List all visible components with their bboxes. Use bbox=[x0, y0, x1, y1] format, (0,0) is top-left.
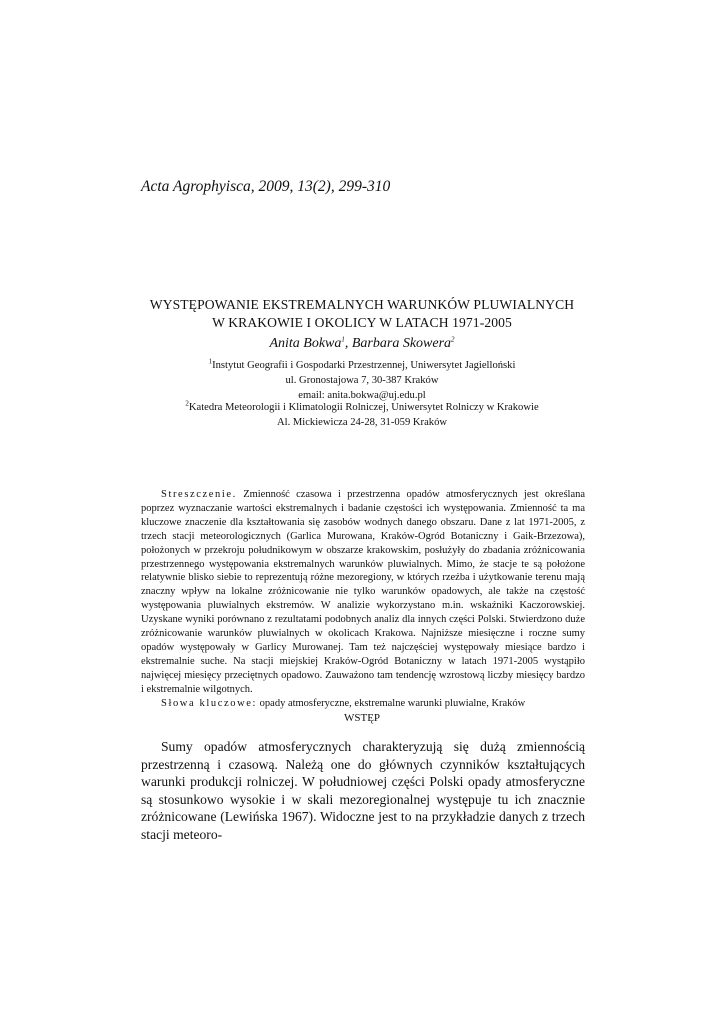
abstract-paragraph bbox=[141, 488, 585, 697]
affiliation-2-address: Al. Mickiewicza 24-28, 31-059 Kraków bbox=[276, 417, 448, 428]
journal-citation: Acta Agrophyisca, 2009, 13(2), 299-310 bbox=[141, 178, 391, 195]
affiliation-1-address: ul. Gronostajowa 7, 30-387 Kraków bbox=[285, 375, 439, 386]
keywords-line bbox=[141, 697, 585, 711]
abstract bbox=[141, 488, 585, 711]
affiliation-2-text: Katedra Meteorologii i Klimatologii Rolniczej, Uniwersytet Rolniczy w Krakowie bbox=[188, 402, 539, 413]
affiliation-1-text: Instytut Geografii i Gospodarki Przestrzennej, Uniwersytet Jagielloński bbox=[212, 360, 516, 371]
intro-paragraph: Sumy opadów atmosferycznych charakteryzują się dużą zmiennością przestrzenną i czasową. Należą one do głównych czynników kształtujących warunki produkcji rolniczej. W południowej części Polski opady atmosferyczne są stosunkowo wysokie i w skali mezoregionalnej występuje tu ich znacznie zróżnicowane (Lewińska 1967). Widoczne jest to na przykładzie danych z trzech stacji meteoro- bbox=[141, 739, 585, 842]
affiliation-1-email: email: anita.bokwa@uj.edu.pl bbox=[298, 390, 426, 401]
author-1: Anita Bokwa bbox=[269, 336, 342, 351]
author-2-sup: 2 bbox=[451, 335, 455, 344]
affiliation-1-name bbox=[0, 357, 724, 371]
keywords-label: Słowa kluczowe: bbox=[161, 697, 258, 709]
author-separator: , bbox=[344, 336, 352, 351]
section-heading-intro: WSTĘP bbox=[343, 712, 381, 724]
affiliation-2-name bbox=[0, 399, 724, 413]
affiliation-1-sup: 1 bbox=[208, 357, 213, 366]
authors bbox=[0, 336, 724, 352]
title-line-2: W KRAKOWIE I OKOLICY W LATACH 1971-2005 bbox=[212, 315, 512, 330]
title-line-1: WYSTĘPOWANIE EKSTREMALNYCH WARUNKÓW PLUWIALNYCH bbox=[149, 297, 575, 312]
author-2: Barbara Skowera bbox=[351, 336, 452, 351]
keywords-text: opady atmosferyczne, ekstremalne warunki pluwialne, Kraków bbox=[259, 697, 526, 709]
author-1-sup: 1 bbox=[341, 335, 345, 344]
abstract-text: Zmienność czasowa i przestrzenna opadów atmosferycznych jest określana poprzez wyznaczanie wartości ekstremalnych i badanie częstości ich występowania. Zmienność ta ma kluczowe znaczenie dla kształtowania się zasobów wodnych danego obszaru. Dane z lat 1971-2005, z trzech stacji meteorologicznych (Garlica Murowana, Kraków-Ogród Botaniczny i Gaik-Brzezowa), położonych w przekroju południkowym w obszarze krakowskim, posłużyły do zbadania zróżnicowania przestrzennego występowania ekstremalnych warunków pluwialnych. Mimo, że stacje te są położone relatywnie blisko siebie to reprezentują różne mezoregiony, w których rzeźba i użytkowanie terenu mają znaczny wpływ na lokalne zróżnicowanie nie tylko warunków opadowych, ale także na częstość występowania pluwialnych ekstremów. W analizie wykorzystano m.in. wskaźniki Kaczorowskiej. Uzyskane wyniki porównano z rezultatami podobnych analiz dla innych części Polski. Stwierdzono duże zróżnicowanie warunków pluwialnych w okolicach Krakowa. Najniższe miesięczne i roczne sumy opadów występowały w Garlicy Murowanej. Tam też najczęściej występowały miesiące bardzo i ekstremalnie suche. Na stacji miejskiej Kraków-Ogród Botaniczny w latach 1971-2005 wystąpiło najwięcej miesięcy przeciętnych opadowo. Zauważono tam tendencję wzrostową liczby miesięcy bardzo i ekstremalnie wilgotnych. bbox=[141, 489, 586, 695]
abstract-label: Streszczenie. bbox=[161, 489, 237, 500]
intro-body bbox=[141, 738, 585, 844]
affiliation-2-sup: 2 bbox=[185, 399, 189, 408]
